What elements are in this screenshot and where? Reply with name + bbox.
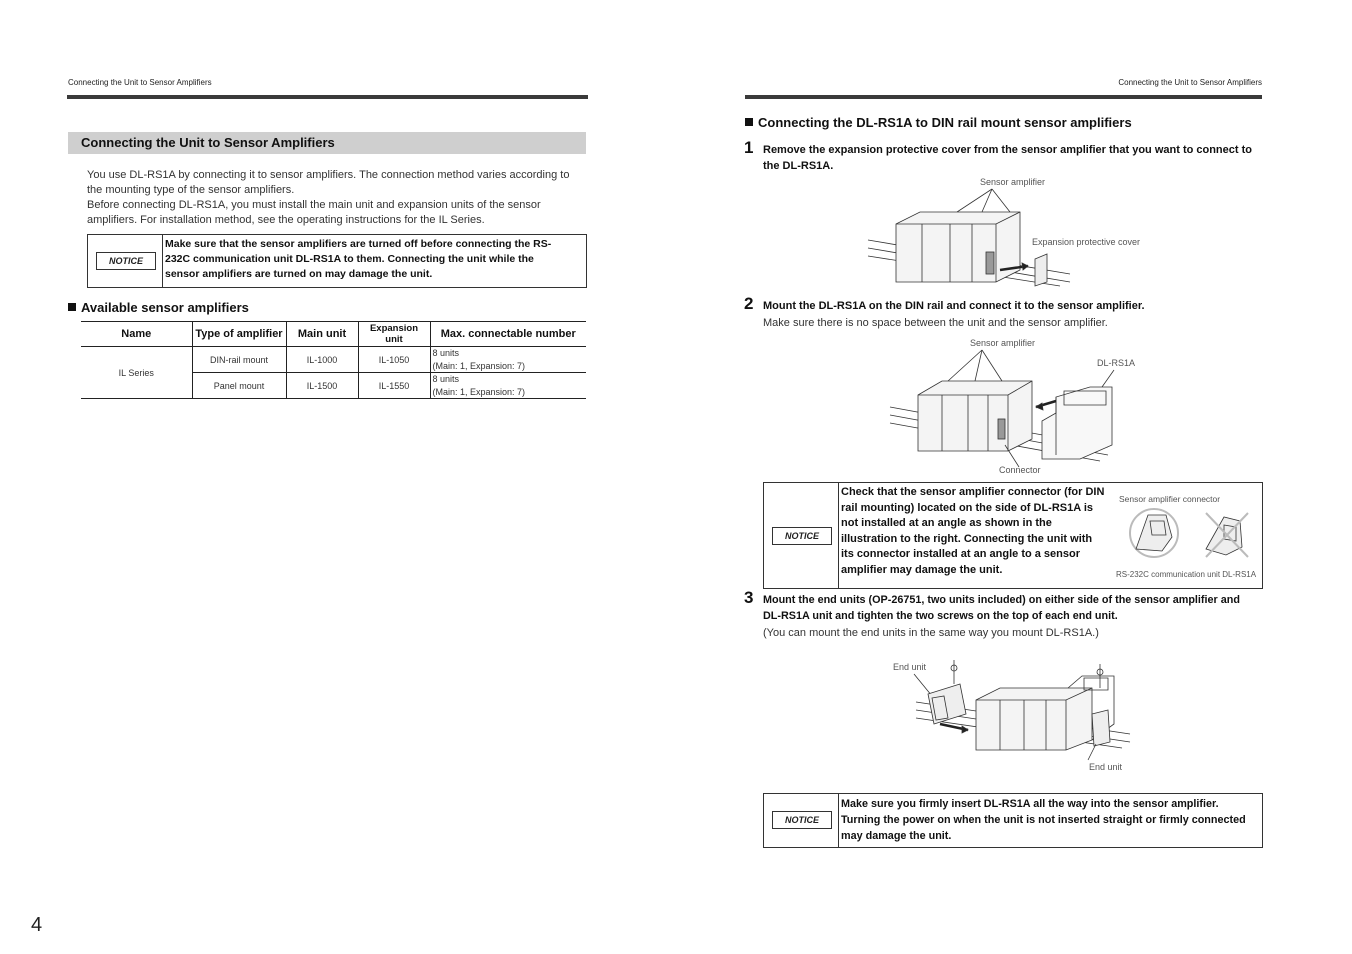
notice-line: sensor amplifiers are turned on may damage the unit. xyxy=(165,268,433,280)
fig-connector-drawing xyxy=(1130,509,1248,557)
notice-line: Make sure you firmly insert DL-RS1A all the way into the sensor amplifier. xyxy=(841,798,1219,810)
figure-remove-cover xyxy=(860,174,1150,290)
step-3-number: 3 xyxy=(744,588,754,607)
notice-line: illustration to the right. Connecting the unit with xyxy=(841,532,1093,545)
notice-line: Check that the sensor amplifier connector (for DIN xyxy=(841,486,1105,498)
step-2-number: 2 xyxy=(744,294,754,313)
figure-mount-dlrs1a xyxy=(880,335,1150,477)
fig1-label-sensor-amplifier: Sensor amplifier xyxy=(980,177,1046,187)
cell-main: IL-1000 xyxy=(286,347,358,373)
notice-box-connector-angle xyxy=(763,482,1263,589)
intro-line: the mounting type of the sensor amplifiers. xyxy=(87,184,295,196)
cell-expansion: IL-1550 xyxy=(358,373,430,399)
notice-line: its connector installed at an angle to a sensor xyxy=(841,548,1081,560)
left-running-header: Connecting the Unit to Sensor Amplifiers xyxy=(68,78,212,87)
fig2-drawing xyxy=(890,350,1114,467)
notice-tag: NOTICE xyxy=(772,811,832,829)
step-line: DL-RS1A unit and tighten the two screws on the top of each end unit. xyxy=(763,610,1118,622)
cell-max-line: (Main: 1, Expansion: 7) xyxy=(432,386,526,397)
din-rail-heading xyxy=(745,115,1132,130)
step-1-text xyxy=(763,142,1263,174)
notice-box-power xyxy=(87,234,587,288)
fig3-label-end-unit-top: End unit xyxy=(893,662,927,672)
notice-line: amplifier may damage the unit. xyxy=(841,563,1003,576)
page-number: 4 xyxy=(31,914,43,936)
cell-max-line: 8 units xyxy=(432,374,460,384)
notice-line: Make sure that the sensor amplifiers are turned off before connecting the RS- xyxy=(165,238,552,250)
notice-line: rail mounting) located on the side of DL-RS1A is xyxy=(841,501,1093,514)
amplifier-table xyxy=(81,321,586,399)
notice-line: Turning the power on when the unit is not inserted straight or firmly connected xyxy=(841,814,1246,826)
square-bullet-icon xyxy=(745,118,753,126)
figure-end-units xyxy=(886,654,1136,776)
col-header-max: Max. connectable number xyxy=(430,322,586,347)
col-header-expansion: Expansion unit xyxy=(358,322,430,347)
step-3-subtext: (You can mount the end units in the same way you mount DL-RS1A.) xyxy=(763,627,1099,639)
intro-line: amplifiers. For installation method, see the operating instructions for the IL Series. xyxy=(87,214,485,226)
available-heading xyxy=(68,300,249,315)
col-header-main: Main unit xyxy=(286,322,358,347)
fig-label-rs232c: RS-232C communication unit DL-RS1A xyxy=(1116,570,1257,579)
cell-max-line: (Main: 1, Expansion: 7) xyxy=(432,360,526,371)
fig2-label-dlrs1a: DL-RS1A xyxy=(1097,358,1136,368)
din-rail-heading-text: Connecting the DL-RS1A to DIN rail mount sensor amplifiers xyxy=(758,115,1132,130)
notice-text xyxy=(841,796,1261,844)
section-title: Connecting the Unit to Sensor Amplifiers xyxy=(68,132,586,154)
available-heading-text: Available sensor amplifiers xyxy=(81,300,249,315)
fig1-label-cover: Expansion protective cover xyxy=(1032,237,1141,247)
step-line: Mount the end units (OP-26751, two units included) on either side of the sensor amplifier and xyxy=(763,594,1240,606)
right-running-header: Connecting the Unit to Sensor Amplifiers xyxy=(1118,78,1262,87)
cell-max xyxy=(430,373,586,399)
cell-type: Panel mount xyxy=(192,373,286,399)
cell-name: IL Series xyxy=(81,347,192,399)
fig-label-connector: Sensor amplifier connector xyxy=(1119,494,1221,504)
cell-main: IL-1500 xyxy=(286,373,358,399)
table-row xyxy=(81,347,586,373)
step-2-text: Mount the DL-RS1A on the DIN rail and connect it to the sensor amplifier. xyxy=(763,300,1145,312)
right-header-rule xyxy=(745,95,1262,99)
notice-text xyxy=(841,485,1111,578)
fig2-label-connector: Connector xyxy=(999,465,1041,475)
notice-line: may damage the unit. xyxy=(841,830,952,842)
notice-text xyxy=(165,237,585,282)
fig3-drawing xyxy=(914,660,1130,760)
fig3-label-end-unit-bottom: End unit xyxy=(1089,762,1123,772)
intro-line: You use DL-RS1A by connecting it to sensor amplifiers. The connection method varies according to xyxy=(87,169,570,181)
intro-line: Before connecting DL-RS1A, you must install the main unit and expansion units of the sensor xyxy=(87,199,541,211)
notice-line: 232C communication unit DL-RS1A to them. Connecting the unit while the xyxy=(165,253,534,265)
step-line: the DL-RS1A. xyxy=(763,160,834,172)
cell-max xyxy=(430,347,586,373)
cell-type: DIN-rail mount xyxy=(192,347,286,373)
left-header-rule xyxy=(67,95,588,99)
col-header-type: Type of amplifier xyxy=(192,322,286,347)
step-2-subtext: Make sure there is no space between the unit and the sensor amplifier. xyxy=(763,317,1108,329)
connector-angle-figure xyxy=(1114,489,1262,585)
notice-tag: NOTICE xyxy=(96,252,156,270)
col-header-name: Name xyxy=(81,322,192,347)
intro-paragraph xyxy=(87,168,587,228)
step-line: Remove the expansion protective cover from the sensor amplifier that you want to connect to xyxy=(763,144,1252,156)
fig2-label-sensor-amplifier: Sensor amplifier xyxy=(970,338,1036,348)
cell-max-line: 8 units xyxy=(432,348,460,358)
step-1-number: 1 xyxy=(744,138,754,157)
square-bullet-icon xyxy=(68,303,76,311)
cell-expansion: IL-1050 xyxy=(358,347,430,373)
table-header-row xyxy=(81,322,586,347)
notice-line: not installed at an angle as shown in the xyxy=(841,517,1052,529)
notice-box-insert xyxy=(763,793,1263,848)
step-3-text xyxy=(763,592,1263,624)
notice-tag: NOTICE xyxy=(772,527,832,545)
